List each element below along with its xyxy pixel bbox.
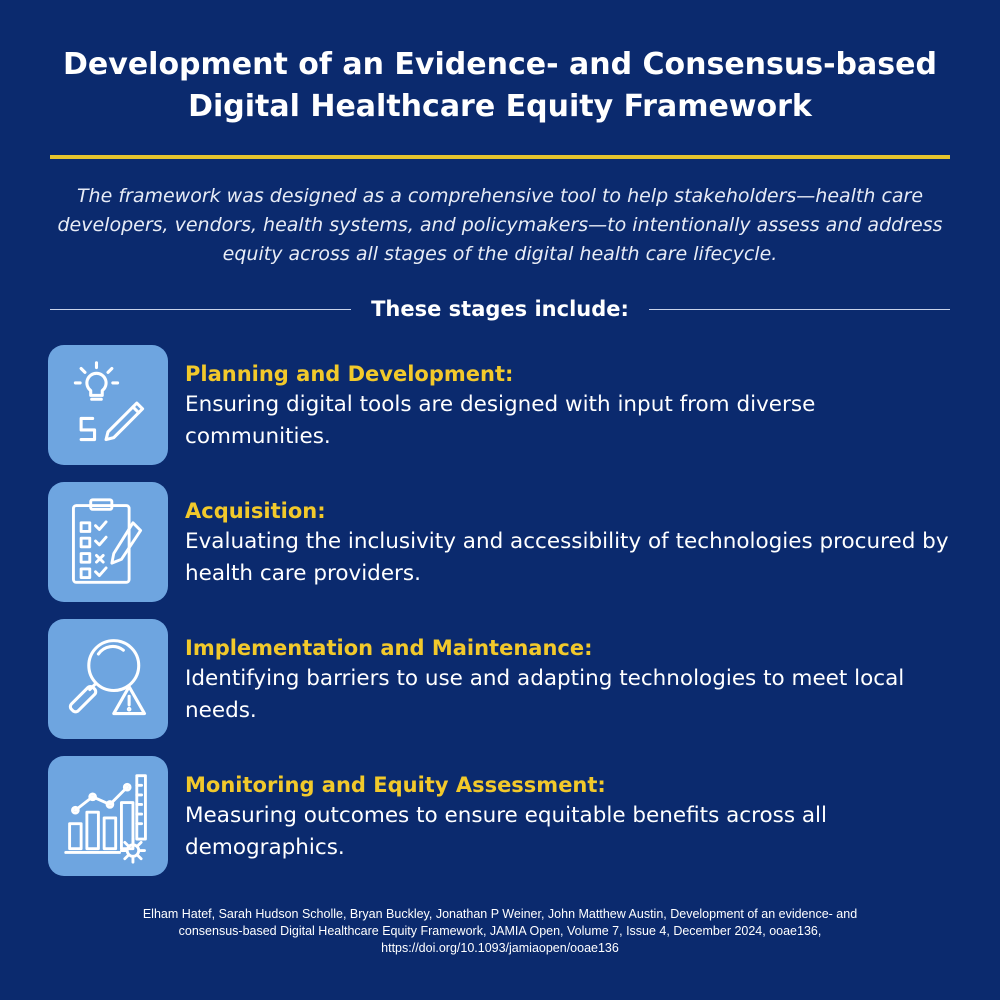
clipboard-checklist-icon — [60, 494, 156, 590]
stage-title: Planning and Development: — [185, 362, 514, 386]
title-line-1: Development of an Evidence- and Consensus-based — [63, 47, 937, 82]
stage-implementation-maintenance — [48, 619, 948, 741]
stage-planning-development — [48, 345, 948, 467]
heading-rule-left — [50, 309, 351, 310]
stage-icon-tile — [48, 345, 168, 465]
stage-title: Monitoring and Equity Assessment: — [185, 773, 606, 797]
bar-chart-gear-icon — [60, 768, 156, 864]
intro-paragraph: The framework was designed as a comprehensive tool to help stakeholders—health care developers, vendors, health systems, and policymakers—to intentionally assess and address equity across all stages of the digital health care lifecycle. — [57, 185, 943, 265]
heading-rule-right — [649, 309, 950, 310]
citation-doi: https://doi.org/10.1093/jamiaopen/ooae136 — [381, 941, 619, 955]
stage-acquisition — [48, 482, 948, 604]
stages-heading — [50, 292, 950, 326]
stage-description: Identifying barriers to use and adapting technologies to meet local needs. — [185, 666, 905, 723]
stage-icon-tile — [48, 756, 168, 876]
page-title — [40, 44, 960, 128]
citation-line-1: Elham Hatef, Sarah Hudson Scholle, Bryan Buckley, Jonathan P Weiner, John Matthew Austin, Development of an evidence- and — [142, 907, 858, 921]
title-line-2: Digital Healthcare Equity Framework — [188, 89, 812, 124]
stage-description: Measuring outcomes to ensure equitable benefits across all demographics. — [185, 803, 827, 860]
citation-line-2: consensus-based Digital Healthcare Equity Framework, JAMIA Open, Volume 7, Issue 4, December 2024, ooae136, — [178, 924, 822, 938]
stage-icon-tile — [48, 482, 168, 602]
stage-title: Implementation and Maintenance: — [185, 636, 593, 660]
stages-heading-label: These stages include: — [371, 297, 629, 321]
title-divider — [50, 155, 950, 159]
stage-title: Acquisition: — [185, 499, 326, 523]
stage-description: Evaluating the inclusivity and accessibility of technologies procured by health care providers. — [185, 529, 949, 586]
stage-monitoring-equity — [48, 756, 948, 878]
magnifier-warning-icon — [60, 631, 156, 727]
stage-icon-tile — [48, 619, 168, 739]
lightbulb-pencil-icon — [60, 357, 156, 453]
citation — [60, 906, 940, 957]
stage-description: Ensuring digital tools are designed with input from diverse communities. — [185, 392, 816, 449]
